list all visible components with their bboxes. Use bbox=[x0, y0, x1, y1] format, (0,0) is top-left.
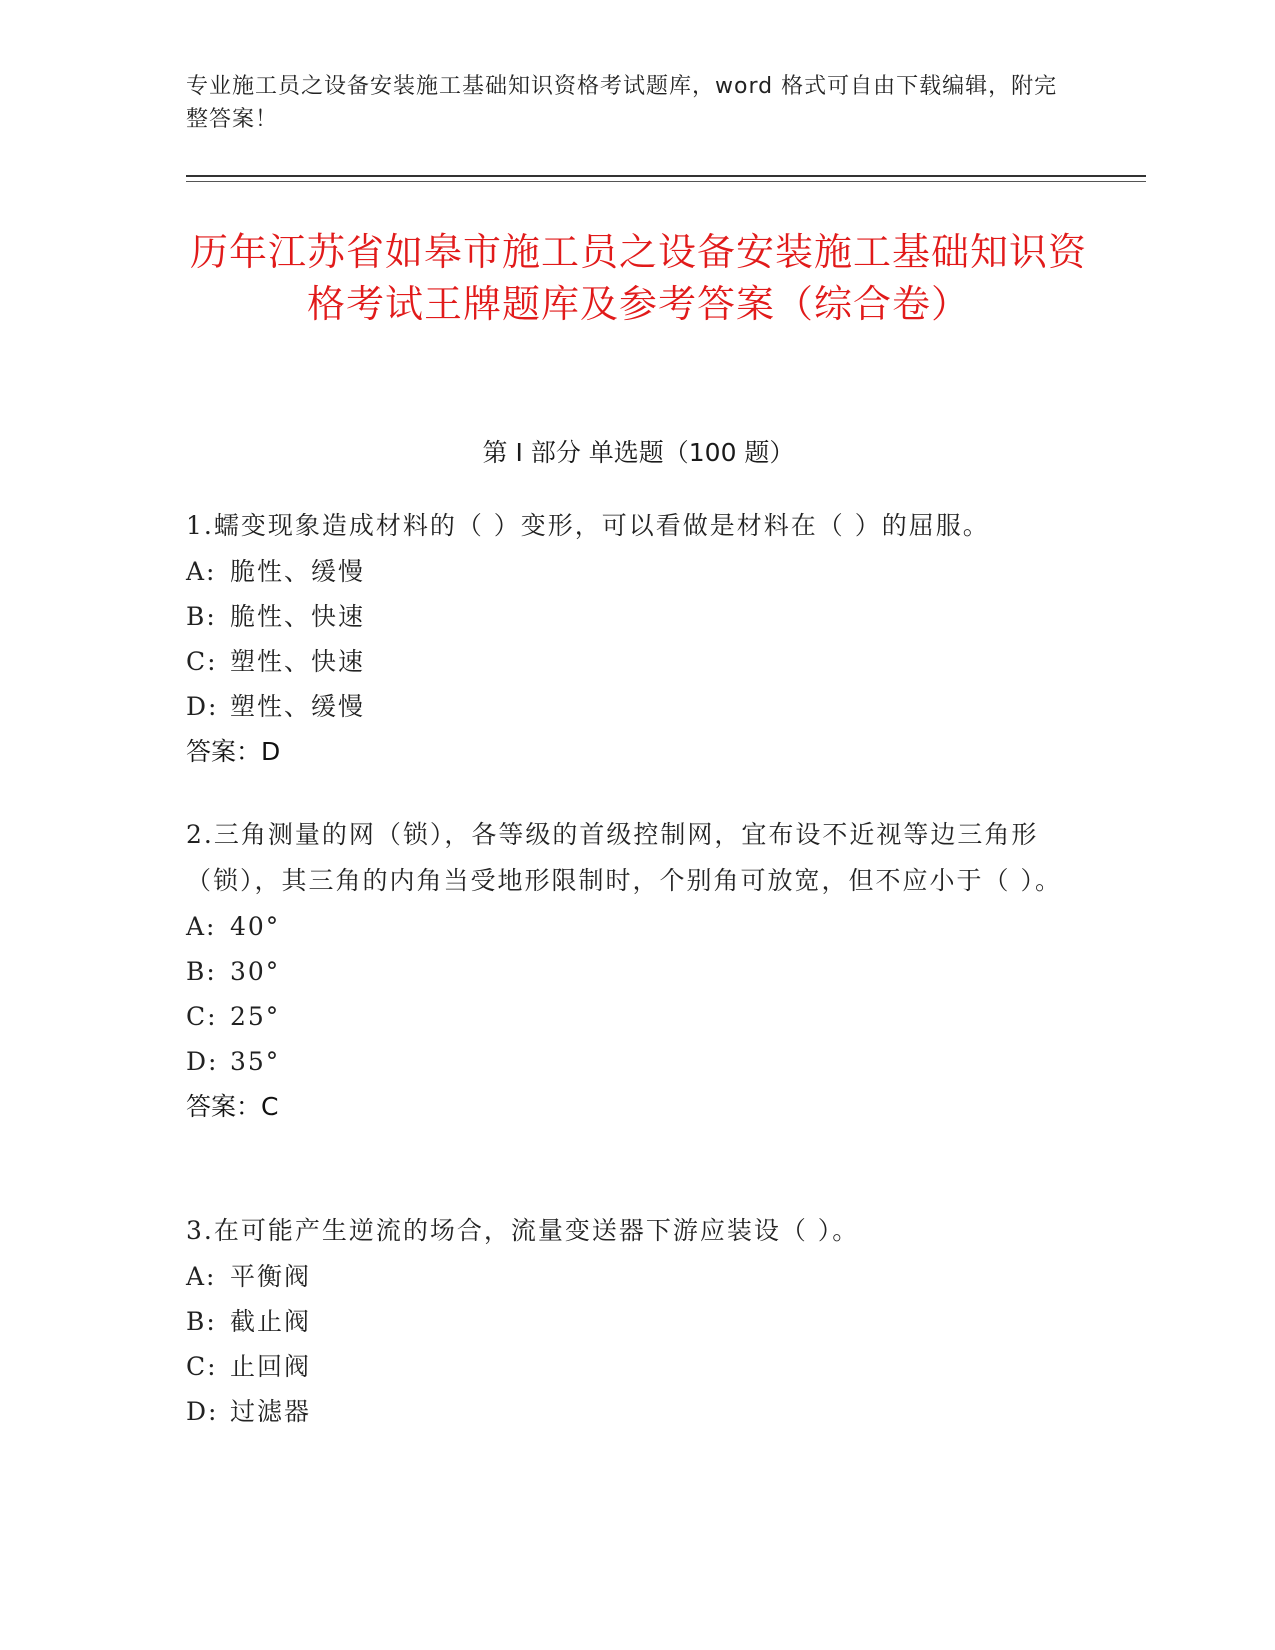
option-key: D: bbox=[186, 1047, 219, 1076]
option-text: 30° bbox=[230, 957, 281, 986]
option-key: B: bbox=[186, 1307, 217, 1336]
option-text: 止回阀 bbox=[230, 1352, 312, 1381]
option-d bbox=[186, 1389, 1066, 1434]
option-b bbox=[186, 594, 1066, 639]
option-c bbox=[186, 639, 1066, 684]
option-a bbox=[186, 549, 1066, 594]
option-key: D: bbox=[186, 692, 219, 721]
option-key: C: bbox=[186, 1002, 218, 1031]
option-key: D: bbox=[186, 1397, 219, 1426]
option-a bbox=[186, 904, 1066, 949]
option-text: 40° bbox=[230, 912, 281, 941]
option-text: 塑性、快速 bbox=[230, 647, 366, 676]
option-text: 截止阀 bbox=[230, 1307, 312, 1336]
section-heading: 第 I 部分 单选题（100 题） bbox=[482, 438, 795, 467]
option-text: 过滤器 bbox=[230, 1397, 312, 1426]
option-a bbox=[186, 1254, 1066, 1299]
option-key: B: bbox=[186, 602, 217, 631]
answer: 答案：C bbox=[186, 1092, 279, 1121]
option-b bbox=[186, 1299, 1066, 1344]
option-text: 塑性、缓慢 bbox=[230, 692, 366, 721]
option-d bbox=[186, 684, 1066, 729]
header-note: 专业施工员之设备安装施工基础知识资格考试题库，word 格式可自由下载编辑，附完整答案！ bbox=[186, 74, 1058, 132]
question-1 bbox=[186, 503, 1066, 774]
option-key: B: bbox=[186, 957, 217, 986]
option-d bbox=[186, 1039, 1066, 1084]
option-text: 平衡阀 bbox=[230, 1262, 312, 1291]
option-text: 25° bbox=[230, 1002, 281, 1031]
question-3 bbox=[186, 1208, 1066, 1434]
option-key: A: bbox=[186, 1262, 217, 1291]
question-stem: 1.蠕变现象造成材料的（ ）变形，可以看做是材料在（ ）的屈服。 bbox=[186, 511, 990, 540]
option-text: 35° bbox=[230, 1047, 281, 1076]
document-title: 历年江苏省如皋市施工员之设备安装施工基础知识资格考试王牌题库及参考答案（综合卷） bbox=[189, 230, 1087, 326]
option-c bbox=[186, 994, 1066, 1039]
question-stem: 3.在可能产生逆流的场合，流量变送器下游应装设（ ）。 bbox=[186, 1216, 860, 1245]
option-text: 脆性、快速 bbox=[230, 602, 366, 631]
option-c bbox=[186, 1344, 1066, 1389]
option-key: C: bbox=[186, 1352, 218, 1381]
header-divider-thin bbox=[186, 181, 1146, 182]
answer: 答案：D bbox=[186, 737, 281, 766]
question-stem: 2.三角测量的网（锁），各等级的首级控制网，宜布设不近视等边三角形（锁），其三角的内角当受地形限制时，个别角可放宽，但不应小于（ ）。 bbox=[186, 820, 1062, 895]
option-key: A: bbox=[186, 912, 217, 941]
option-key: C: bbox=[186, 647, 218, 676]
option-key: A: bbox=[186, 557, 217, 586]
header-divider-thick bbox=[186, 175, 1146, 177]
option-b bbox=[186, 949, 1066, 994]
question-2 bbox=[186, 812, 1066, 1129]
option-text: 脆性、缓慢 bbox=[230, 557, 366, 586]
